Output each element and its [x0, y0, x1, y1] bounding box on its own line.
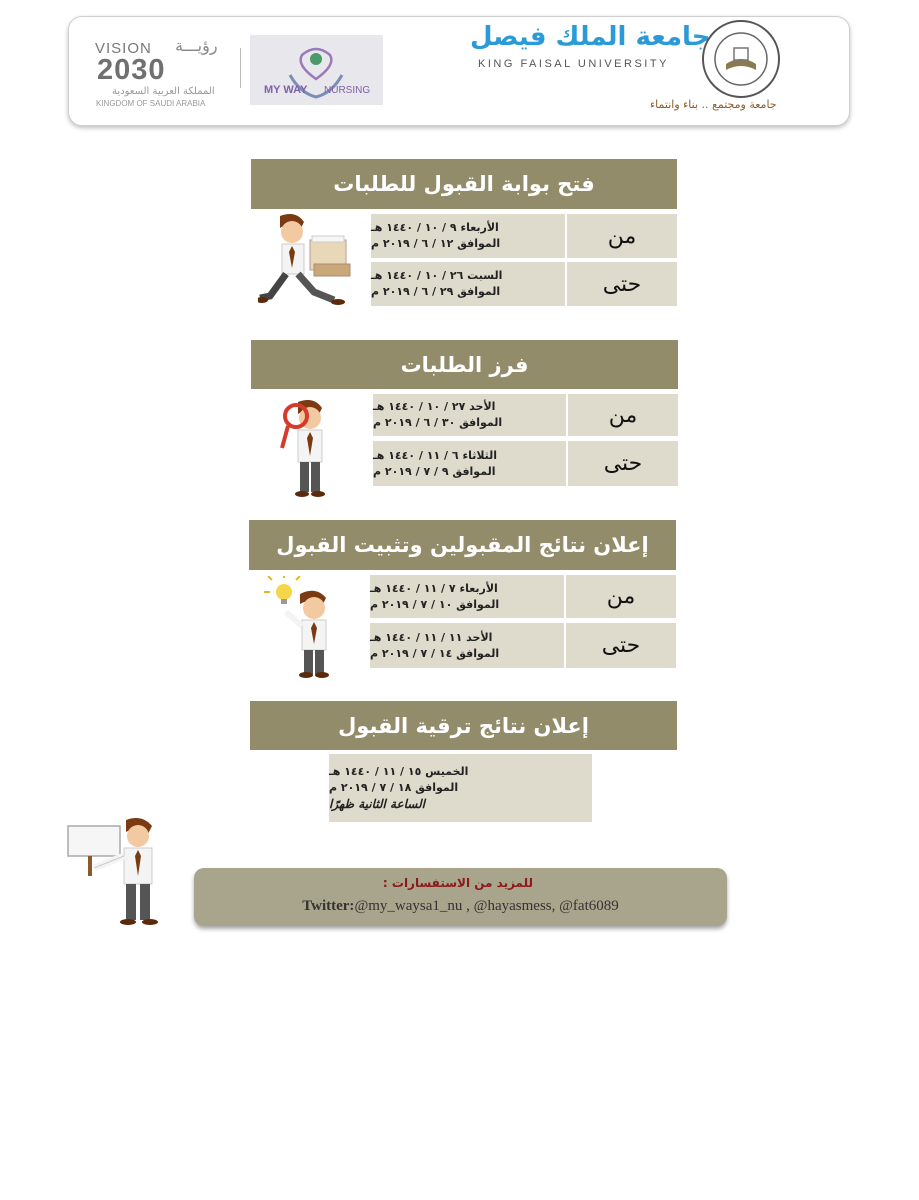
hijri-date: الأربعاء ٩ / ١٠ / ١٤٤٠ هـ — [371, 221, 499, 234]
twitter-contacts — [194, 898, 727, 915]
date-cell — [373, 441, 566, 486]
man-holding-sign-icon — [66, 816, 166, 930]
gregorian-date: الموافق ١٤ / ٧ / ٢٠١٩ م — [370, 646, 500, 660]
hijri-date: الأحد ١١ / ١١ / ١٤٤٠ هـ — [370, 630, 493, 644]
gregorian-date: الموافق ١٢ / ٦ / ٢٠١٩ م — [371, 237, 501, 250]
running-man-papers-icon — [258, 212, 354, 312]
vision-country-en: KINGDOM OF SAUDI ARABIA — [96, 99, 206, 108]
from-label: من — [568, 394, 678, 436]
svg-text:NURSING: NURSING — [324, 85, 371, 96]
svg-text:MY WAY: MY WAY — [264, 84, 308, 96]
section-title-upgrade-results: إعلان نتائج ترقية القبول — [250, 701, 677, 750]
to-label: حتى — [567, 262, 677, 306]
to-label: حتى — [568, 441, 678, 486]
twitter-prefix: Twitter: — [302, 898, 355, 914]
date-cell — [370, 623, 564, 668]
my-way-nursing-logo — [250, 35, 383, 105]
hijri-date: الأحد ٢٧ / ١٠ / ١٤٤٠ هـ — [373, 400, 496, 413]
hijri-date: الأربعاء ٧ / ١١ / ١٤٤٠ هـ — [370, 581, 498, 595]
from-label: من — [567, 214, 677, 258]
inquiries-label: للمزيد من الاستفسارات : — [382, 876, 533, 890]
vision-word-ar: رؤيـــة — [175, 36, 218, 55]
date-cell — [370, 575, 564, 618]
hijri-date: الثلاثاء ٦ / ١١ / ١٤٤٠ هـ — [373, 448, 498, 462]
date-cell — [371, 214, 565, 258]
vision-country-ar: المملكة العربية السعودية — [112, 86, 215, 97]
section-title-open-portal: فتح بوابة القبول للطلبات — [251, 159, 677, 209]
date-cell — [329, 754, 592, 822]
header-divider — [240, 48, 241, 88]
section-title-sort-applications: فرز الطلبات — [251, 340, 678, 389]
hijri-date: الخميس ١٥ / ١١ / ١٤٤٠ هـ — [329, 765, 469, 778]
date-cell — [373, 394, 566, 436]
gregorian-date: الموافق ٣٠ / ٦ / ٢٠١٩ م — [373, 416, 503, 429]
gregorian-date: الموافق ٢٩ / ٦ / ٢٠١٩ م — [371, 285, 501, 298]
university-slogan: جامعة ومجتمع .. بناء وانتماء — [650, 98, 777, 111]
gregorian-date: الموافق ١٨ / ٧ / ٢٠١٩ م — [329, 781, 459, 794]
time-note: الساعة الثانية ظهرًا — [329, 797, 425, 811]
university-name-en: KING FAISAL UNIVERSITY — [478, 58, 669, 70]
vision-word: VISION — [95, 40, 152, 57]
university-seal-icon — [700, 18, 782, 100]
date-cell — [371, 262, 565, 306]
vision-year: 2030 — [97, 54, 166, 86]
gregorian-date: الموافق ١٠ / ٧ / ٢٠١٩ م — [370, 597, 500, 611]
man-magnifier-icon — [276, 398, 340, 500]
twitter-handles[interactable]: @my_waysa1_nu , @hayasmess, @fat6089 — [354, 898, 619, 914]
man-lightbulb-icon — [264, 576, 344, 680]
hijri-date: السبت ٢٦ / ١٠ / ١٤٤٠ هـ — [371, 269, 503, 282]
to-label: حتى — [566, 623, 676, 668]
gregorian-date: الموافق ٩ / ٧ / ٢٠١٩ م — [373, 464, 496, 478]
from-label: من — [566, 575, 676, 618]
university-name-ar: جامعة الملك فيصل — [470, 22, 711, 52]
section-title-results-confirmation: إعلان نتائج المقبولين وتثبيت القبول — [249, 520, 676, 570]
